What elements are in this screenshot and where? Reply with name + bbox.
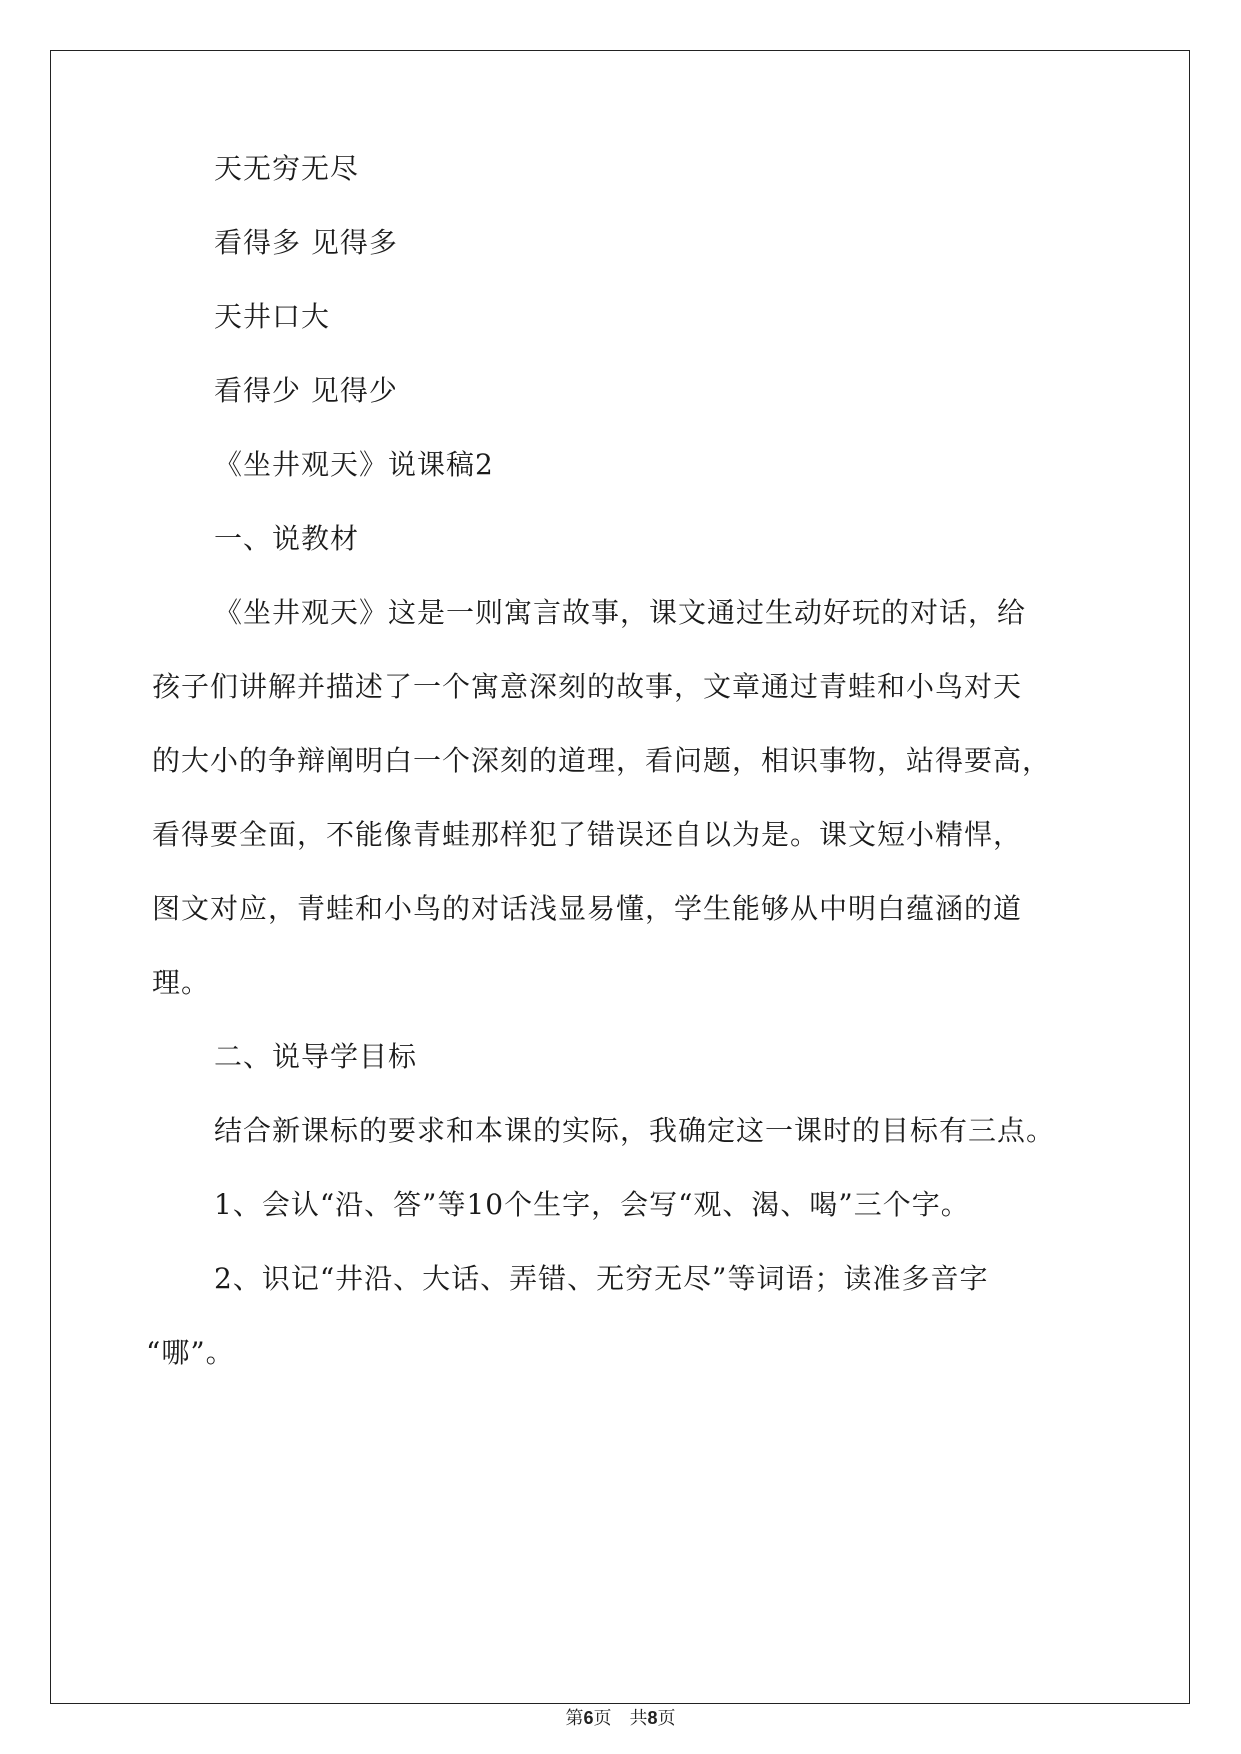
- section-title: 《坐井观天》说课稿2: [214, 448, 494, 481]
- text-line: 看得少 见得少: [214, 374, 398, 407]
- list-item: 1、会认“沿、答”等10个生字，会写“观、渴、喝”三个字。: [214, 1188, 970, 1221]
- section-heading: 二、说导学目标: [214, 1040, 418, 1073]
- page-footer: [0, 1704, 1241, 1730]
- paragraph-line: 孩子们讲解并描述了一个寓意深刻的故事，文章通过青蛙和小鸟对天: [152, 670, 1023, 703]
- paragraph-line: 图文对应，青蛙和小鸟的对话浅显易懂，学生能够从中明白蕴涵的道: [152, 892, 1023, 925]
- paragraph-line: 看得要全面，不能像青蛙那样犯了错误还自以为是。课文短小精悍，: [152, 818, 1023, 851]
- footer-suffix: 页: [657, 1708, 676, 1728]
- footer-mid: 页 共: [593, 1708, 648, 1728]
- footer-prefix: 第: [565, 1708, 584, 1728]
- paragraph-line: 结合新课标的要求和本课的实际，我确定这一课时的目标有三点。: [214, 1114, 1056, 1147]
- text-line: 看得多 见得多: [214, 226, 398, 259]
- section-heading: 一、说教材: [214, 522, 360, 555]
- paragraph-line: 《坐井观天》这是一则寓言故事，课文通过生动好玩的对话，给: [214, 596, 1027, 629]
- paragraph-line: 的大小的争辩阐明白一个深刻的道理，看问题，相识事物，站得要高，: [152, 744, 1052, 777]
- total-pages-number: 8: [647, 1708, 658, 1728]
- current-page-number: 6: [583, 1708, 594, 1728]
- paragraph-line: 理。: [152, 966, 211, 999]
- list-item-continuation: “哪”。: [146, 1336, 235, 1369]
- page-border: [50, 50, 1190, 1704]
- text-line: 天井口大: [214, 300, 331, 333]
- text-line: 天无穷无尽: [214, 152, 360, 185]
- list-item: 2、识记“井沿、大话、弄错、无穷无尽”等词语；读准多音字: [214, 1262, 989, 1295]
